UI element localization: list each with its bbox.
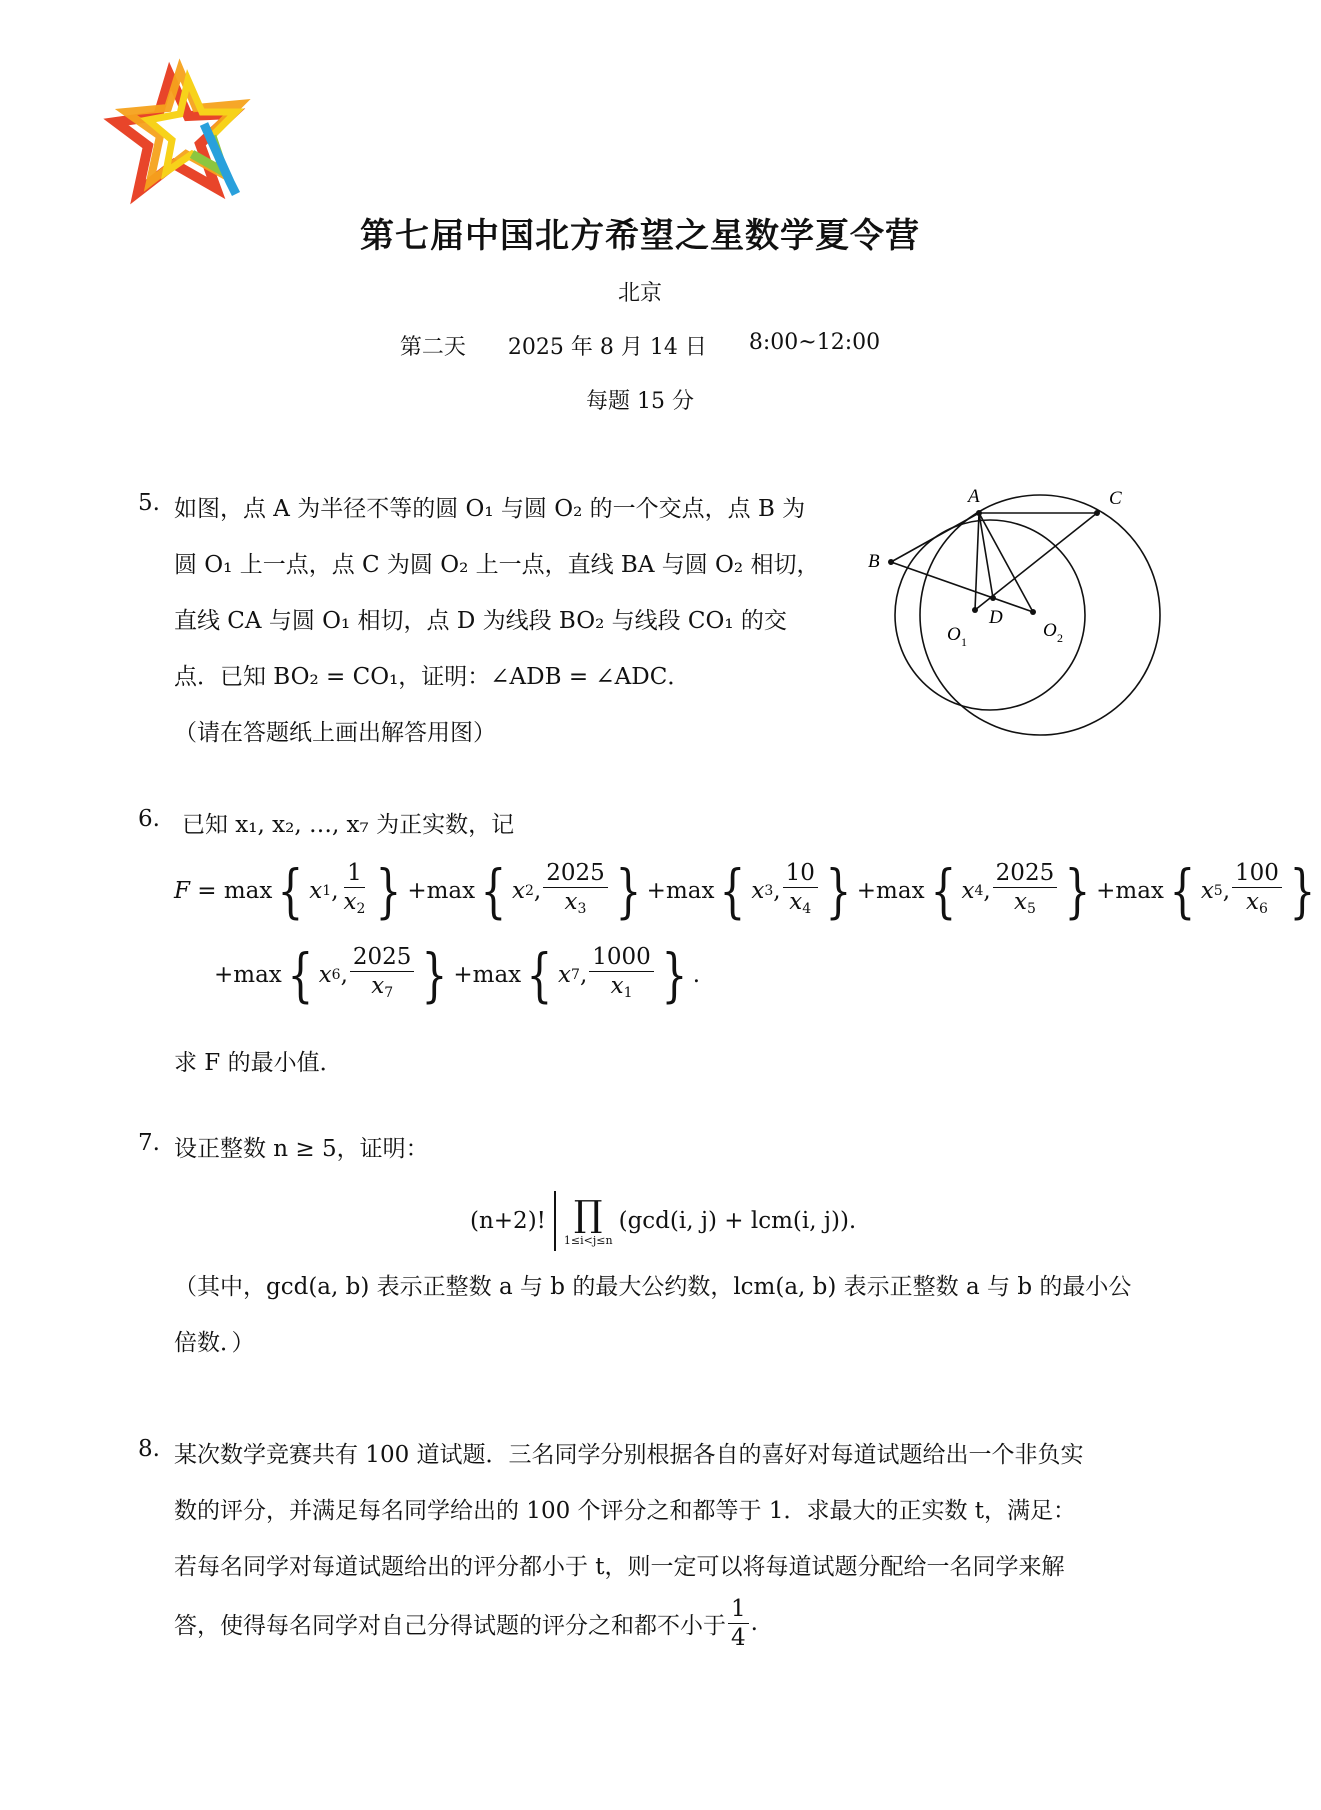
problem-8-number: 8.	[138, 1436, 160, 1462]
exam-time: 8:00~12:00	[748, 330, 881, 355]
problem-5-line-4: 点．已知 BO₂ = CO₁，证明：∠ADB = ∠ADC．	[174, 664, 691, 690]
problem-8-line-3: 若每名同学对每道试题给出的评分都小于 t，则一定可以将每道试题分配给一名同学来解	[174, 1554, 1065, 1580]
formula-body: (gcd(i, j) + lcm(i, j)).	[618, 1208, 857, 1234]
problem-7-formula	[470, 1186, 856, 1256]
problem-5-line-1: 如图，点 A 为半径不等的圆 O₁ 与圆 O₂ 的一个交点，点 B 为	[174, 496, 806, 522]
label-o1-sub: 1	[961, 635, 967, 649]
problem-7-line-1: 设正整数 n ≥ 5，证明：	[174, 1136, 429, 1162]
problem-8-line-4	[174, 1588, 758, 1658]
max-op: max	[1115, 878, 1164, 904]
max-op: max	[233, 962, 282, 988]
numerator: 100	[1232, 859, 1282, 888]
product-index: 1≤i<j≤n	[563, 1233, 613, 1247]
segment-ao1	[975, 513, 979, 610]
label-d: D	[989, 607, 1003, 628]
camp-logo-star	[108, 64, 258, 214]
label-o2-sub: 2	[1057, 631, 1063, 645]
problem-7-note-2: 倍数．）	[174, 1330, 255, 1356]
problem-5-line-3: 直线 CA 与圆 O₁ 相切，点 D 为线段 BO₂ 与线段 CO₁ 的交	[174, 608, 787, 634]
label-b: B	[868, 551, 880, 572]
problem-6-line-1: 已知 x₁, x₂, …, x₇ 为正实数，记	[182, 812, 515, 838]
problem-8-tail: .	[750, 1610, 758, 1636]
problem-8-line-4-text: 答，使得每名同学对自己分得试题的评分之和都不小于	[174, 1612, 726, 1639]
f-symbol: F	[174, 878, 190, 904]
problem-6-number: 6.	[138, 806, 160, 832]
location: 北京	[617, 281, 662, 306]
segment-ba	[891, 513, 979, 562]
problem-5-line-5: （请在答题纸上画出解答用图）	[174, 720, 496, 746]
problem-7-note-1: （其中，gcd(a, b) 表示正整数 a 与 b 的最大公约数，lcm(a, b) 表示正整数 a 与 b 的最小公	[174, 1274, 1132, 1300]
max-op: max	[876, 878, 925, 904]
formula-left: (n+2)!	[470, 1208, 546, 1234]
problem-8-line-1: 某次数学竞赛共有 100 道试题．三名同学分别根据各自的喜好对每道试题给出一个非负实	[174, 1442, 1084, 1468]
page-title: 第七届中国北方希望之星数学夏令营	[360, 216, 920, 256]
numerator: 1	[344, 859, 365, 888]
problem-6-question: 求 F 的最小值．	[174, 1050, 343, 1076]
exam-date: 2025 年 8 月 14 日	[507, 335, 707, 360]
label-c: C	[1109, 488, 1122, 509]
max-op: max	[665, 878, 715, 904]
numerator: 1000	[589, 943, 654, 972]
numerator: 2025	[350, 943, 415, 972]
segment-bo2	[891, 562, 1033, 612]
product-symbol: ∏	[573, 1193, 603, 1235]
problem-5-line-2: 圆 O₁ 上一点，点 C 为圆 O₂ 上一点，直线 BA 与圆 O₂ 相切，	[174, 552, 820, 578]
exam-day: 第二天	[399, 335, 466, 360]
numerator: 10	[783, 859, 818, 888]
fraction-denominator: 4	[731, 1624, 746, 1651]
exam-meta	[0, 330, 1280, 361]
numerator: 2025	[993, 859, 1058, 888]
problem-5-figure	[865, 480, 1175, 740]
max-op: max	[472, 962, 522, 988]
problem-6-formula-row-2: + max { x 6 , $\frac{2025}{x_7}$ } + max { x 7 , $\frac{1000}{x_1}$ } .	[214, 941, 701, 1009]
problem-6-formula-row-1: F = max { x 1 , $\frac{1}{x_2}$ } + max { x 2 , $\frac{2025}{x_3}$ } + max { x 3 , $\frac{10}{x_4}$ } + max { x 4 , $\frac{2025}{x_5}$ } + max { x 5 , $\frac{100}{x_6}$ }	[174, 857, 1316, 925]
label-o2: O	[1043, 620, 1057, 641]
max-op: max	[223, 878, 273, 904]
label-o1: O	[947, 624, 961, 645]
numerator: 2025	[543, 859, 608, 888]
label-a: A	[968, 486, 980, 507]
problem-7-number: 7.	[138, 1130, 160, 1156]
circle-o2	[920, 495, 1160, 735]
points-note: 每题 15 分	[586, 389, 694, 414]
problem-8-line-2: 数的评分，并满足每名同学给出的 100 个评分之和都等于 1．求最大的正实数 t，满足：	[174, 1498, 1077, 1524]
divides-bar	[554, 1191, 556, 1251]
max-op: max	[426, 878, 476, 904]
fraction-numerator: 1	[728, 1595, 749, 1624]
problem-5-number: 5.	[138, 490, 160, 516]
